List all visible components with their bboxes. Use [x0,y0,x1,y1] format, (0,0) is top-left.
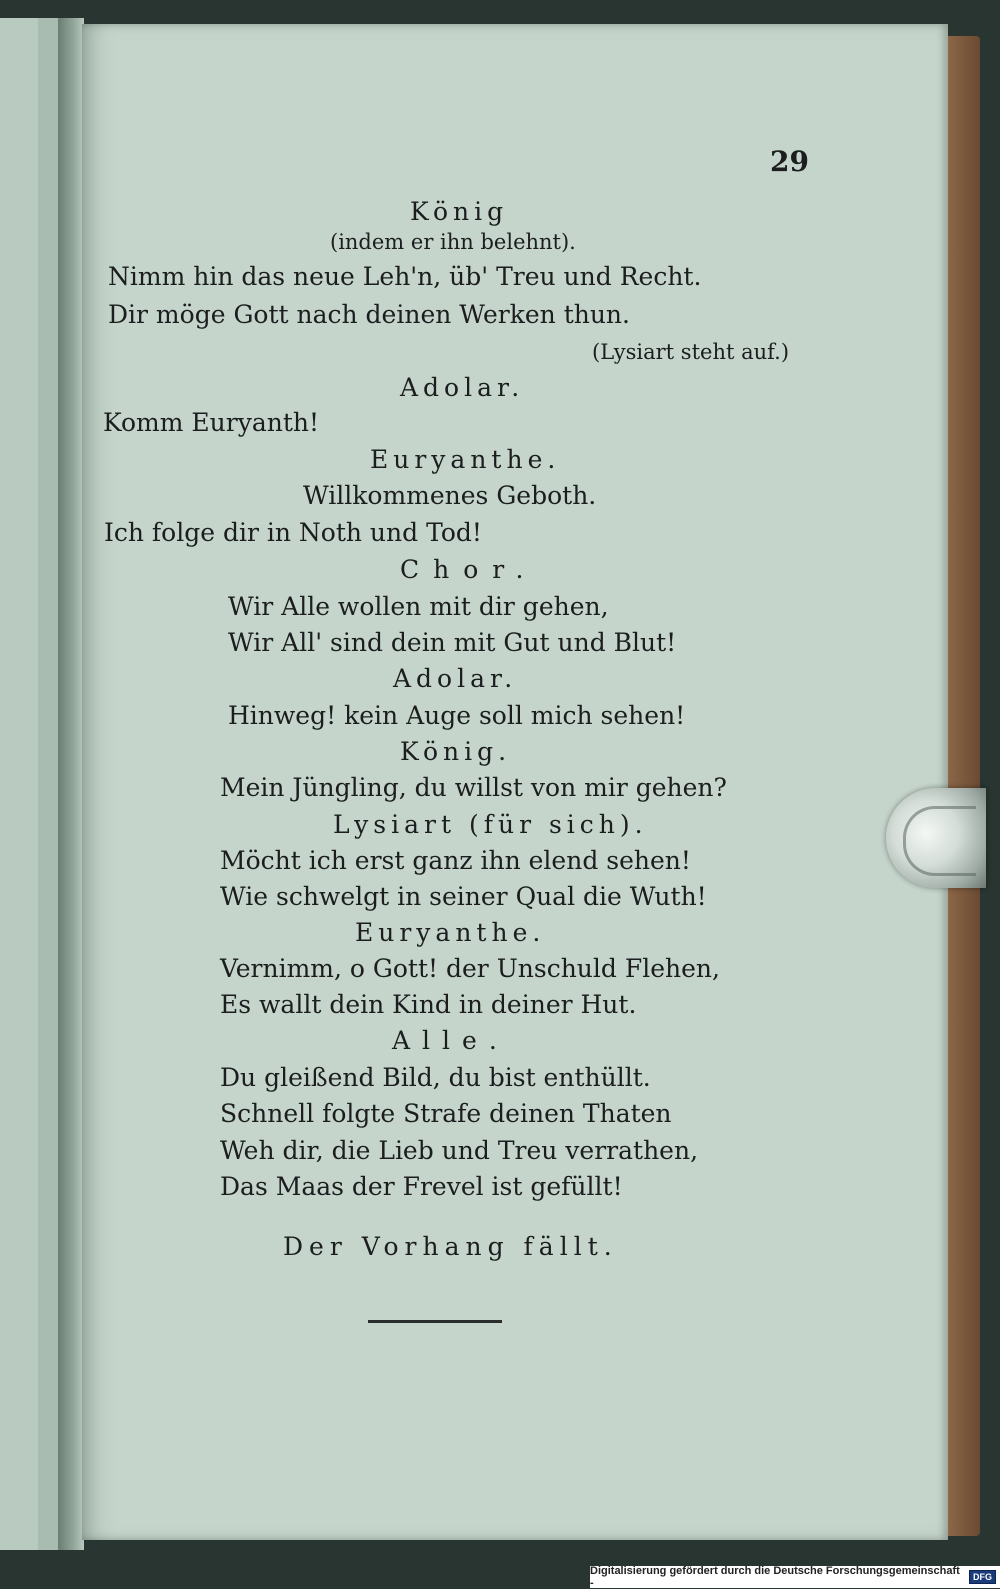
verse-line: Hinweg! kein Auge soll mich sehen! [228,701,686,730]
dfg-logo: DFG [969,1570,996,1584]
speaker-heading: Adolar. [400,373,525,402]
verse-line: Es wallt dein Kind in deiner Hut. [220,990,637,1019]
stage-direction: (indem er ihn belehnt). [330,230,576,254]
verse-line: Mein Jüngling, du willst von mir gehen? [220,773,727,802]
verse-line: Dir möge Gott nach deinen Werken thun. [108,300,630,329]
verse-line: Nimm hin das neue Leh'n, üb' Treu und Recht. [108,262,702,291]
digitization-credit [590,1566,1000,1588]
verse-line: Wie schwelgt in seiner Qual die Wuth! [220,882,707,911]
page-clip-ring [903,806,976,876]
speaker-heading: König. [400,737,512,766]
verse-line: Möcht ich erst ganz ihn elend sehen! [220,846,691,875]
closing-heading: Der Vorhang fällt. [283,1232,618,1261]
verse-line: Weh dir, die Lieb und Treu verrathen, [220,1136,699,1165]
speaker-heading: Alle. [392,1026,509,1055]
verse-line: Komm Euryanth! [103,408,320,437]
verse-line: Wir All' sind dein mit Gut und Blut! [228,628,677,657]
verse-line: Schnell folgte Strafe deinen Thaten [220,1099,672,1128]
page-number: 29 [770,145,809,178]
verse-line: Ich folge dir in Noth und Tod! [104,518,482,547]
verse-line: Wir Alle wollen mit dir gehen, [228,592,609,621]
speaker-heading: Chor. [400,555,538,584]
speaker-heading: König [410,197,509,226]
verse-line: Du gleißend Bild, du bist enthüllt. [220,1063,651,1092]
speaker-heading: Euryanthe. [370,445,561,474]
left-page-edge [0,18,64,1550]
verse-line: Vernimm, o Gott! der Unschuld Flehen, [220,954,720,983]
verse-line: Willkommenes Geboth. [303,481,597,510]
book-gutter [58,18,84,1550]
speaker-heading: Euryanthe. [355,918,546,947]
verse-line: Das Maas der Frevel ist gefüllt! [220,1172,623,1201]
speaker-heading: Lysiart (für sich). [333,810,648,839]
speaker-heading: Adolar. [393,664,518,693]
credit-text: Digitalisierung gefördert durch die Deutsche Forschungsgemeinschaft - [590,1565,960,1589]
stage-direction: (Lysiart steht auf.) [592,340,790,364]
end-rule [368,1320,502,1323]
